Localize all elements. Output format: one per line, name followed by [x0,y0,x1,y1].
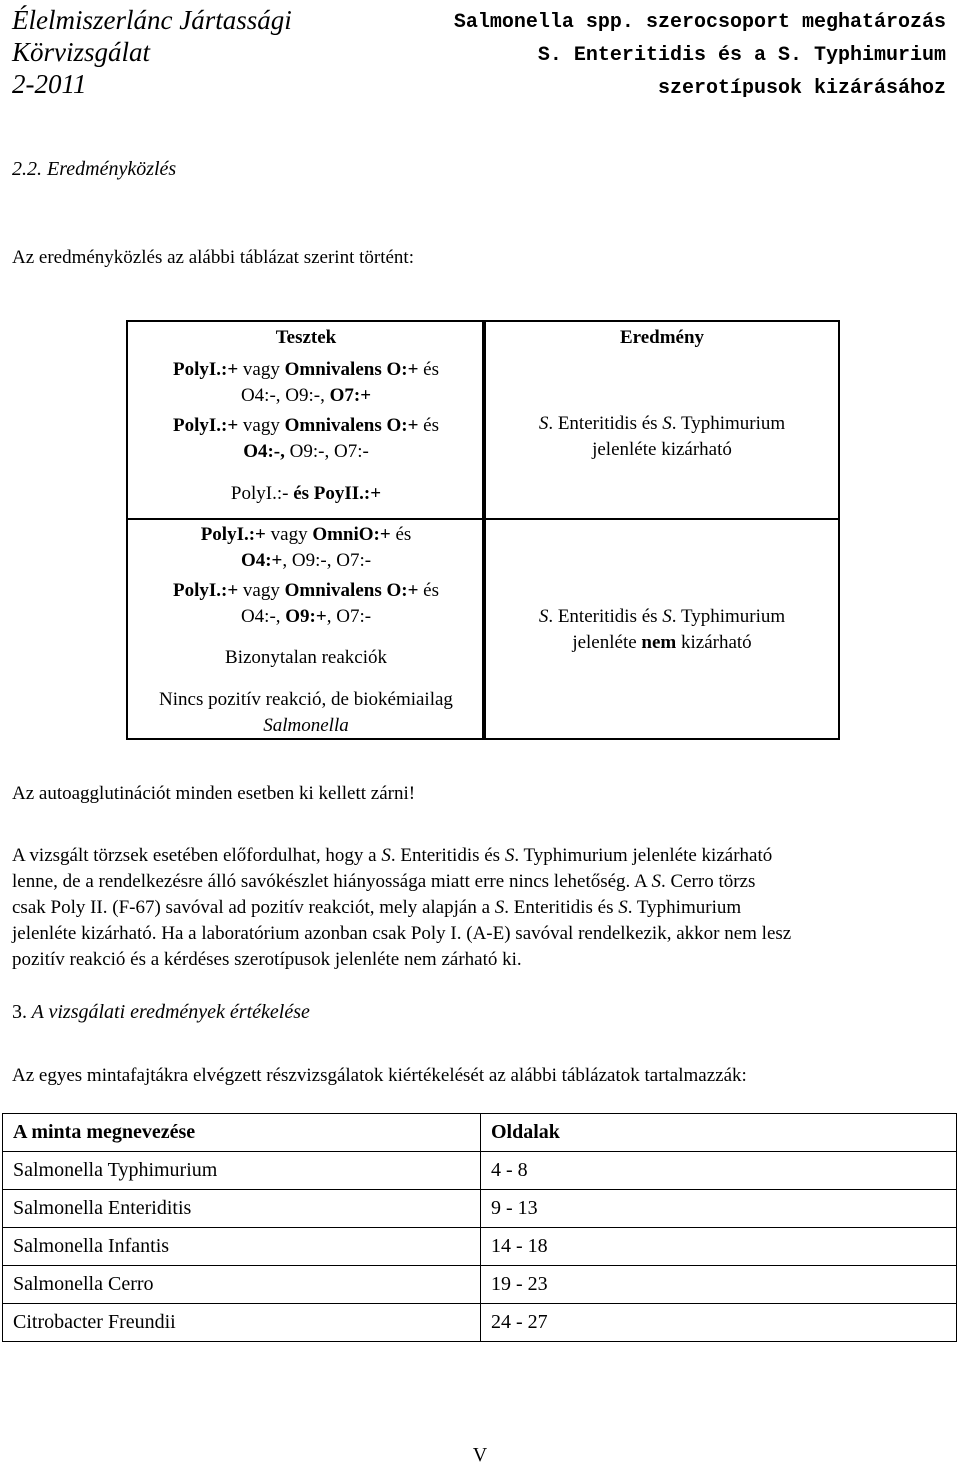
intro2-text: Az egyes mintafajtákra elvégzett részvizsgálatok kiértékelését az alábbi táblázatok tartalmazzák: [12,1065,747,1086]
note-line3: csak Poly II. (F-67) savóval ad pozitív reakciót, mely alapján a S. Enteritidis és S. Typhimurium [12,897,742,918]
result-column-frame [482,320,840,740]
tests-header: Tesztek [275,327,337,348]
header-right-line3: szerotípusok kizárásához [657,77,946,100]
table-row [3,1266,957,1304]
sample-name: Salmonella Enteriditis [3,1190,481,1228]
test-row-g2: Salmonella [263,715,349,736]
header-right-line2: S. Enteritidis és a S. Typhimurium [537,44,946,67]
test-row-d1: PolyI.:+ vagy OmniO:+ és [200,524,412,545]
sample-name: Salmonella Typhimurium [3,1152,481,1190]
header-pages: Oldalak [481,1114,957,1152]
results-table [126,320,840,740]
table-header-row [3,1114,957,1152]
test-row-e2: O4:-, O9:+, O7:- [240,606,372,627]
result-2-line2: jelenléte nem kizárható [572,632,752,653]
sample-pages: 24 - 27 [481,1304,957,1342]
header-left-line3: 2-2011 [12,69,87,99]
result-header: Eredmény [619,327,705,348]
test-row-e1: PolyI.:+ vagy Omnivalens O:+ és [172,580,439,601]
sample-name: Salmonella Infantis [3,1228,481,1266]
result-1-line1: S. Enteritidis és S. Typhimurium [538,413,786,434]
table-divider [126,518,840,520]
test-row-d2: O4:+, O9:-, O7:- [240,550,372,571]
result-2-line1: S. Enteritidis és S. Typhimurium [538,606,786,627]
note-line1: A vizsgált törzsek esetében előfordulhat, hogy a S. Enteritidis és S. Typhimurium jelenléte kizárható [12,845,773,866]
table-row [3,1304,957,1342]
section-3-title: 3. A vizsgálati eredmények értékelése [12,1001,310,1023]
intro-text: Az eredményközlés az alábbi táblázat szerint történt: [12,247,414,268]
section-2-2-title: 2.2. Eredményközlés [12,158,177,180]
note-autoagglutination: Az autoagglutinációt minden esetben ki kellett zárni! [12,783,416,804]
header-left-line1: Élelmiszerlánc Jártassági [12,5,292,35]
test-row-c: PolyI.:- és PoyII.:+ [230,483,382,504]
test-row-b2: O4:-, O9:-, O7:- [243,441,369,462]
result-1-line2: jelenléte kizárható [592,439,732,460]
note-line4: jelenléte kizárható. Ha a laboratórium azonban csak Poly I. (A-E) savóval rendelkezik, akkor nem lesz [12,923,792,944]
header-right [454,6,946,105]
table-row [3,1152,957,1190]
test-row-a1: PolyI.:+ vagy Omnivalens O:+ és [172,359,439,380]
test-row-b1: PolyI.:+ vagy Omnivalens O:+ és [172,415,439,436]
note-paragraph [12,843,791,973]
sample-pages: 14 - 18 [481,1228,957,1266]
test-row-a2: O4:-, O9:-, O7:+ [240,385,372,406]
sample-pages: 9 - 13 [481,1190,957,1228]
note-line5: pozitív reakció és a kérdéses szerotípusok jelenléte nem zárható ki. [12,949,522,970]
pages-table [2,1113,957,1342]
table-row [3,1228,957,1266]
note-line2: lenne, de a rendelkezésre álló savókészlet hiányossága miatt erre nincs lehetőség. A S. Cerro törzs [12,871,756,892]
test-row-f: Bizonytalan reakciók [225,647,387,668]
header-sample-name: A minta megnevezése [3,1114,481,1152]
header-left-line2: Körvizsgálat [12,37,151,67]
sample-pages: 4 - 8 [481,1152,957,1190]
sample-name: Citrobacter Freundii [3,1304,481,1342]
sample-name: Salmonella Cerro [3,1266,481,1304]
sample-pages: 19 - 23 [481,1266,957,1304]
table-row [3,1190,957,1228]
page-number: V [472,1444,488,1466]
test-row-g1: Nincs pozitív reakció, de biokémiailag [159,689,453,710]
header-right-line1: Salmonella spp. szerocsoport meghatározás [453,11,946,34]
header-left [12,4,292,100]
